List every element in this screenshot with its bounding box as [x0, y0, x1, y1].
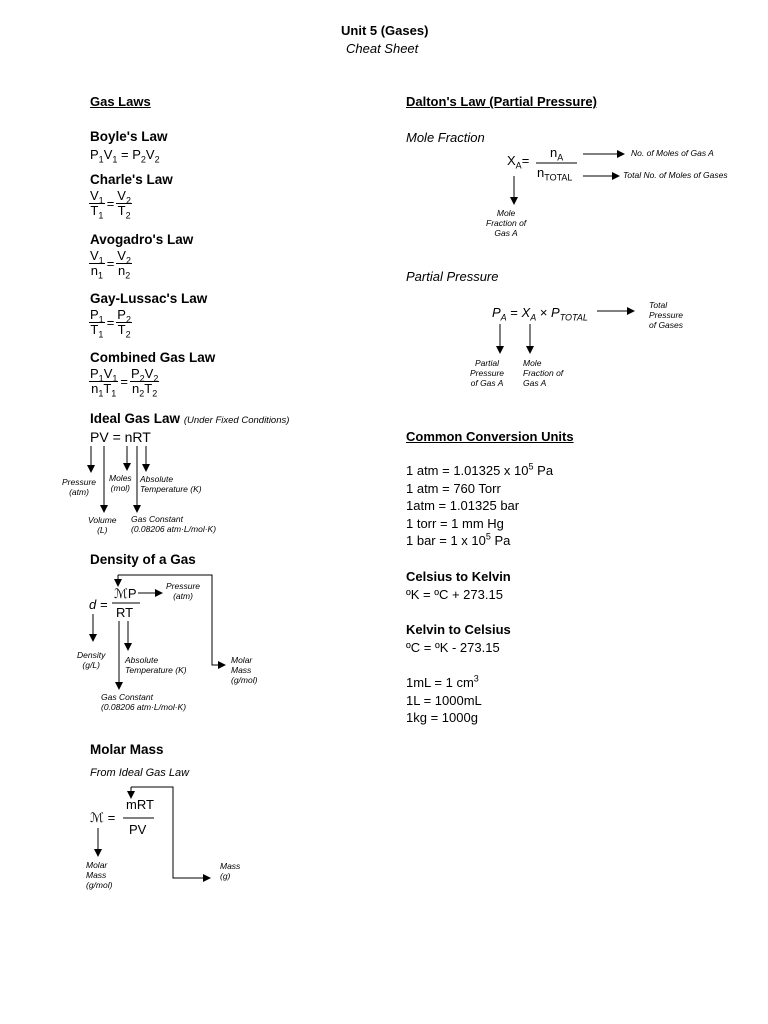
density-denominator: RT [116, 605, 134, 620]
molar-mass-subtitle: From Ideal Gas Law [90, 767, 190, 779]
mole-fraction-numerator: $n_A$ [550, 145, 564, 163]
avogadros-law-title: Avogadro's Law [90, 232, 194, 247]
celsius-to-kelvin-title: Celsius to Kelvin [406, 569, 511, 584]
kelvin-to-celsius-title: Kelvin to Celsius [406, 622, 511, 637]
conversion-torr-mmhg: 1 torr = 1 mm Hg [406, 515, 504, 531]
combined-gas-law-equation: $\frac{P_1V_1}{n_1T_1}$ = $\frac{P_2V_2}{n_2T_2}$ [90, 366, 159, 399]
conversion-bar-pa: 1 bar = 1 x $10^5$ Pa [406, 531, 511, 548]
gay-lussacs-law-equation: $\frac{P_1}{T_1}$ = $\frac{P_2}{T_2}$ [90, 307, 131, 340]
charles-law-equation: $\frac{V_1}{T_1}$ = $\frac{V_2}{T_2}$ [90, 188, 131, 221]
conversion-atm-pa: 1 atm = 1.01325 x $10^5$ Pa [406, 461, 554, 478]
conversion-kg-g: 1kg = 1000g [406, 710, 478, 725]
density-label-molar-mass: Molar Mass (g/mol) [231, 655, 258, 685]
ideal-label-gas-constant: Gas Constant (0.08206 atm·L/mol·K) [131, 514, 217, 534]
molar-mass-lhs: ℳ = [90, 810, 116, 825]
mole-fraction-title: Mole Fraction [406, 130, 485, 145]
gay-lussacs-law-title: Gay-Lussac's Law [90, 291, 208, 306]
conversion-atm-torr: 1 atm = 760 Torr [406, 480, 501, 496]
molar-mass-label-mass: Mass (g) [220, 861, 241, 881]
ideal-label-absolute-temperature: Absolute Temperature (K) [140, 474, 202, 494]
celsius-to-kelvin-formula: ºK = ºC + 273.15 [406, 587, 503, 602]
molar-mass-denominator: PV [129, 822, 147, 837]
molar-mass-title: Molar Mass [90, 742, 164, 757]
partial-pressure-equation: $P_A = X_A \times P_{TOTAL}$ [492, 305, 588, 323]
partial-pressure-label-mole-fraction: Mole Fraction of Gas A [523, 358, 564, 388]
partial-pressure-label-total-pressure: Total Pressure of Gases [649, 300, 684, 330]
density-label-absolute-temperature: Absolute Temperature (K) [125, 655, 187, 675]
molar-mass-numerator: mRT [126, 797, 154, 812]
density-label-density: Density (g/L) [77, 650, 106, 670]
avogadros-law-equation: $\frac{V_1}{n_1}$ = $\frac{V_2}{n_2}$ [90, 248, 131, 281]
density-bracket-molar-mass [118, 575, 225, 665]
ideal-label-moles: Moles (mol) [109, 473, 132, 493]
mole-fraction-lhs: $X_A=$ [507, 153, 530, 171]
charles-law-title: Charle's Law [90, 172, 173, 187]
ideal-gas-law-name: Ideal Gas Law [90, 411, 181, 426]
conversion-l-ml: 1L = 1000mL [406, 692, 482, 708]
conversion-ml-cm3: 1mL = 1 $cm^3$ [406, 673, 479, 690]
page-title: Unit 5 (Gases) [341, 23, 429, 38]
ideal-label-pressure: Pressure (atm) [62, 477, 97, 497]
mole-fraction-denominator: $n_{TOTAL}$ [537, 165, 573, 183]
density-title: Density of a Gas [90, 552, 196, 567]
density-label-pressure: Pressure (atm) [166, 581, 201, 601]
mole-fraction-label-total-moles: Total No. of Moles of Gases [623, 170, 728, 180]
kelvin-to-celsius-formula: ºC = ºK - 273.15 [406, 640, 500, 655]
conversion-atm-bar: 1atm = 1.01325 bar [406, 498, 520, 513]
gas-laws-heading: Gas Laws [90, 94, 151, 109]
boyles-law-title: Boyle's Law [90, 129, 168, 144]
density-numerator: ℳP [114, 586, 137, 601]
ideal-label-volume: Volume (L) [88, 515, 117, 535]
density-lhs: d = [89, 597, 108, 612]
mole-fraction-label-moles-a: No. of Moles of Gas A [631, 148, 714, 158]
ideal-gas-law-equation: PV = nRT [90, 429, 151, 445]
mole-fraction-label-fraction: Mole Fraction of Gas A [486, 208, 527, 238]
daltons-law-heading: Dalton's Law (Partial Pressure) [406, 94, 597, 109]
combined-gas-law-title: Combined Gas Law [90, 350, 216, 365]
conversion-units-heading: Common Conversion Units [406, 429, 574, 444]
partial-pressure-label-partial-pressure: Partial Pressure of Gas A [470, 358, 505, 388]
page-subtitle: Cheat Sheet [346, 41, 419, 56]
partial-pressure-title: Partial Pressure [406, 269, 499, 284]
molar-mass-bracket-mass [131, 787, 210, 878]
boyles-law-equation: $P_1V_1 = P_2V_2$ [90, 147, 160, 165]
molar-mass-label-molar-mass: Molar Mass (g/mol) [86, 860, 113, 890]
ideal-gas-law-qualifier: (Under Fixed Conditions) [183, 415, 290, 426]
density-label-gas-constant: Gas Constant (0.08206 atm·L/mol·K) [101, 692, 187, 712]
